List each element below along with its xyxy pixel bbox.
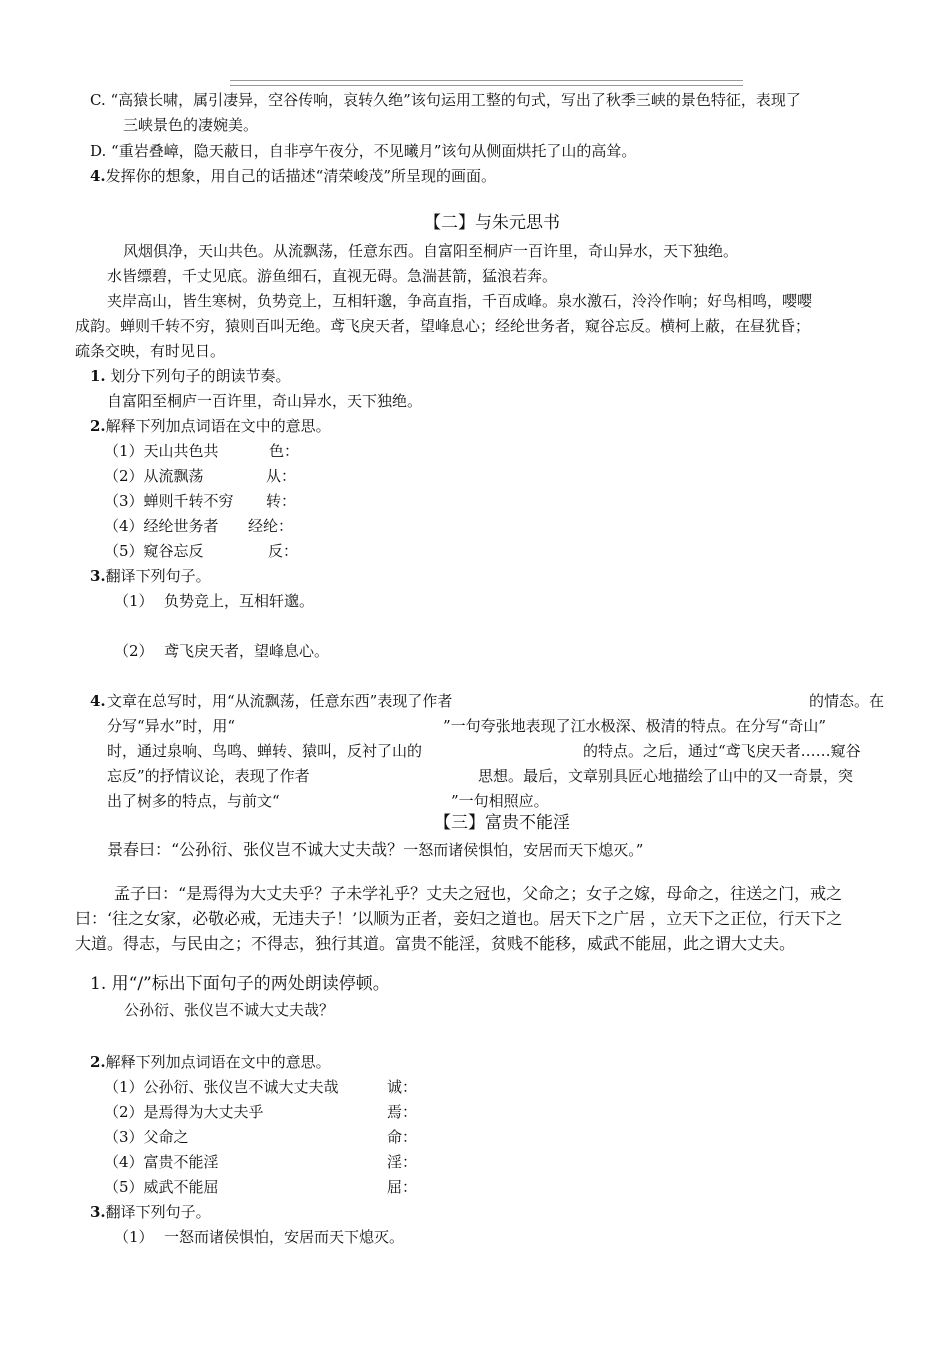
part3-q2-item-phrase: （5）威武不能屈: [104, 1178, 219, 1196]
part2-question-1: [90, 366, 290, 386]
part2-q2-item-word: 转：: [266, 492, 297, 510]
part3-question-1: 1. 用“/”标出下面句子的两处朗读停顿。: [90, 974, 390, 994]
question-text: 划分下列句子的朗读节奏。: [110, 367, 291, 385]
part3-q2-item-word: 焉：: [387, 1103, 418, 1121]
part3-q2-item-phrase: （2）是焉得为大丈夫乎: [104, 1103, 264, 1121]
question-number: 3.: [90, 567, 106, 585]
part2-q4-line4-a: 忘反”的抒情议论，表现了作者: [107, 767, 310, 785]
part3-q2-item-word: 命：: [387, 1128, 418, 1146]
part3-question-2: [90, 1052, 331, 1072]
part3-q3-item-number: （1）: [114, 1228, 154, 1246]
passage-3-mengzi-line3: 大道。得志，与民由之；不得志，独行其道。富贵不能淫，贫贱不能移，威武不能屈，此之谓大丈夫。: [75, 934, 796, 953]
part2-q2-item-phrase: （5）窥谷忘反: [104, 542, 204, 560]
passage-3-mengzi-line1: 孟子曰：“是焉得为大丈夫乎？子未学礼乎？丈夫之冠也，父命之；女子之嫁，母命之，往送之门，戒之: [114, 884, 843, 903]
question-number: 2.: [90, 1053, 106, 1071]
part2-q4-line1-a: 文章在总写时，用“从流飘荡，任意东西”表现了作者: [107, 692, 453, 710]
part2-q2-item-phrase: （2）从流飘荡: [104, 467, 204, 485]
question-text: 翻译下列句子。: [105, 1203, 211, 1221]
part3-question-3: [90, 1202, 211, 1222]
question-number: 2.: [90, 417, 106, 435]
jingchun-quote-continued: 一怒而诸侯惧怕，安居而天下熄灭。”: [403, 841, 644, 859]
top-divider: [230, 80, 743, 86]
part3-q2-item-phrase: （4）富贵不能淫: [104, 1153, 219, 1171]
question-number: 3.: [90, 1203, 106, 1221]
passage-2-para3-line2: 成韵。蝉则千转不穷，猿则百叫无绝。鸢飞戾天者，望峰息心；经纶世务者，窥谷忘反。横柯上蔽，在昼犹昏；: [75, 317, 811, 335]
part2-question-1-sentence: 自富阳至桐庐一百许里，奇山异水，天下独绝。: [107, 392, 423, 410]
part3-q3-item-text: 一怒而诸侯惧怕，安居而天下熄灭。: [164, 1228, 405, 1246]
part3-q2-item-word: 淫：: [387, 1153, 418, 1171]
section-title-2: 【二】与朱元思书: [424, 213, 560, 233]
part2-q4-line5-a: 出了树多的特点，与前文“: [107, 792, 280, 810]
part2-q2-item-word: 反：: [268, 542, 299, 560]
passage-3-jingchun: [107, 840, 643, 860]
question-text: 发挥你的想象，用自己的话描述“清荣峻茂”所呈现的画面。: [105, 167, 497, 185]
part3-q2-item-phrase: （3）父命之: [104, 1128, 189, 1146]
part2-q4-line5-b: ”一句相照应。: [451, 792, 549, 810]
part2-q4-line2-b: ”一句夸张地表现了江水极深、极清的特点。在分写“奇山”: [443, 717, 827, 735]
part2-q3-item-text: 负势竞上，互相轩邈。: [164, 592, 315, 610]
passage-2-para2: 水皆缥碧，千丈见底。游鱼细石，直视无碍。急湍甚箭，猛浪若奔。: [107, 267, 558, 285]
question-text: 解释下列加点词语在文中的意思。: [105, 417, 331, 435]
passage-2-para3-line1: 夹岸高山，皆生寒树，负势竞上，互相轩邈，争高直指，千百成峰。泉水激石，泠泠作响；好鸟相鸣，嘤嘤: [107, 292, 813, 310]
part3-question-1-sentence: 公孙衍、张仪岂不诚大丈夫哉？: [124, 1001, 335, 1019]
part3-q2-item-word: 屈：: [387, 1178, 418, 1196]
question-number: 1.: [90, 367, 106, 385]
option-c-line1: C. “高猿长啸，属引凄异，空谷传响，哀转久绝”该句运用工整的句式，写出了秋季三峡的景色特征，表现了: [90, 91, 801, 109]
jingchun-quote: 景春曰：“公孙衍、张仪岂不诚大丈夫哉？: [107, 840, 404, 859]
question-text: 解释下列加点词语在文中的意思。: [105, 1053, 331, 1071]
question-4-part1: [90, 166, 496, 186]
option-d: D. “重岩叠嶂，隐天蔽日，自非亭午夜分，不见曦月”该句从侧面烘托了山的高耸。: [90, 142, 637, 160]
part2-question-2: [90, 416, 331, 436]
part2-q3-item-number: （2）: [114, 642, 154, 660]
part2-q2-item-word: 经纶：: [248, 517, 294, 535]
part2-q2-item-phrase: （1）天山共色共: [104, 442, 219, 460]
passage-3-mengzi-line2: 曰：‘往之女家，必敬必戒，无违夫子！’以顺为正者，妾妇之道也。居天下之广居 ，立天下之正位，行天下之: [75, 909, 843, 928]
part2-question-3: [90, 566, 211, 586]
part2-q2-item-word: 色：: [269, 442, 300, 460]
part3-q2-item-phrase: （1）公孙衍、张仪岂不诚大丈夫哉: [104, 1078, 339, 1096]
part2-q2-item-phrase: （4）经纶世务者: [104, 517, 219, 535]
option-c-line2: 三峡景色的凄婉美。: [123, 116, 259, 134]
passage-2-para1: 风烟俱净，天山共色。从流飘荡，任意东西。自富阳至桐庐一百许里，奇山异水，天下独绝。: [123, 242, 739, 260]
part2-q4-line2-a: 分写“异水”时，用“: [107, 717, 236, 735]
part2-q4-line3-b: 的特点。之后，通过“鸢飞戾天者……窥谷: [583, 742, 861, 760]
part2-q4-line4-b: 思想。最后，文章别具匠心地描绘了山中的又一奇景，突: [478, 767, 854, 785]
part2-q3-item-text: 鸢飞戾天者，望峰息心。: [164, 642, 330, 660]
part2-q4-line1-b: 的情态。在: [809, 692, 885, 710]
part2-q3-item-number: （1）: [114, 592, 154, 610]
question-text: 翻译下列句子。: [105, 567, 211, 585]
passage-2-para3-line3: 疏条交映，有时见日。: [75, 342, 226, 360]
question-number: 4.: [90, 167, 106, 185]
part2-question-4-number: 4.: [90, 692, 106, 710]
section-title-3: 【三】富贵不能淫: [434, 813, 570, 833]
part2-q2-item-phrase: （3）蝉则千转不穷: [104, 492, 234, 510]
part3-q2-item-word: 诚：: [387, 1078, 418, 1096]
part2-q4-line3-a: 时，通过泉响、鸟鸣、蝉转、猿叫，反衬了山的: [107, 742, 423, 760]
part2-q2-item-word: 从：: [266, 467, 297, 485]
